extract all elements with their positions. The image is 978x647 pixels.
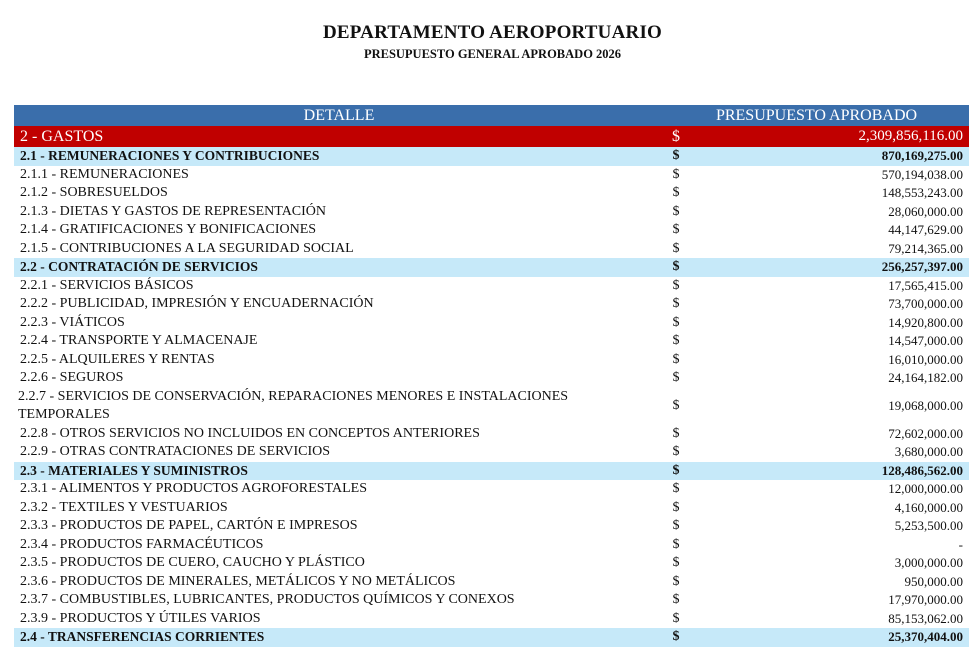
budget-table — [14, 105, 969, 647]
row-amount: 950,000.00 — [904, 573, 963, 589]
row-label: 2.3.6 - PRODUCTOS DE MINERALES, METÁLICOS Y NO METÁLICOS — [20, 573, 456, 589]
currency-symbol: $ — [672, 259, 680, 274]
table-row — [14, 240, 969, 259]
row-amount: 25,370,404.00 — [888, 629, 963, 644]
row-label: 2.3.4 - PRODUCTOS FARMACÉUTICOS — [20, 536, 264, 552]
row-amount: 73,700,000.00 — [888, 296, 963, 311]
row-label: 2.1 - REMUNERACIONES Y CONTRIBUCIONES — [20, 148, 320, 163]
table-row — [14, 536, 969, 555]
table-body — [14, 147, 969, 647]
row-label: 2.3.9 - PRODUCTOS Y ÚTILES VARIOS — [20, 610, 261, 626]
table-row — [14, 499, 969, 518]
total-row — [14, 126, 969, 147]
table-row — [14, 203, 969, 222]
table-row — [14, 184, 969, 203]
row-amount: 5,253,500.00 — [894, 518, 963, 533]
row-amount: 256,257,397.00 — [881, 259, 963, 274]
total-label: 2 - GASTOS — [20, 128, 104, 145]
row-amount: 17,565,415.00 — [888, 277, 963, 293]
row-amount: - — [958, 536, 963, 552]
row-label: 2.3.1 - ALIMENTOS Y PRODUCTOS AGROFORESTALES — [20, 481, 367, 496]
table-header — [14, 105, 969, 126]
table-row — [14, 388, 969, 425]
table-row — [14, 369, 969, 388]
row-label: 2.2.5 - ALQUILERES Y RENTAS — [20, 351, 215, 367]
currency-symbol: $ — [672, 351, 680, 367]
row-amount: 28,060,000.00 — [888, 203, 963, 219]
currency-symbol: $ — [672, 610, 680, 626]
table-group-row — [14, 258, 969, 277]
row-label: 2.2.8 - OTROS SERVICIOS NO INCLUIDOS EN CONCEPTOS ANTERIORES — [20, 425, 480, 441]
table-row — [14, 573, 969, 592]
table-row — [14, 314, 969, 333]
currency-symbol: $ — [672, 166, 680, 182]
table-group-row — [14, 462, 969, 481]
row-label: 2.3.2 - TEXTILES Y VESTUARIOS — [20, 499, 228, 515]
table-row — [14, 425, 969, 444]
currency-symbol: $ — [672, 499, 680, 515]
row-amount: 16,010,000.00 — [888, 351, 963, 367]
row-amount: 570,194,038.00 — [881, 166, 963, 182]
currency-symbol: $ — [672, 314, 680, 330]
table-row — [14, 610, 969, 629]
table-row — [14, 221, 969, 240]
row-amount: 3,680,000.00 — [894, 444, 963, 459]
row-label: 2.2.6 - SEGUROS — [20, 370, 124, 385]
table-row — [14, 295, 969, 314]
currency-symbol: $ — [672, 444, 680, 459]
currency-symbol: $ — [672, 536, 680, 552]
row-label: 2.2.9 - OTRAS CONTRATACIONES DE SERVICIOS — [20, 444, 331, 459]
row-label: 2.3.7 - COMBUSTIBLES, LUBRICANTES, PRODUCTOS QUÍMICOS Y CONEXOS — [20, 592, 515, 607]
currency-symbol: $ — [672, 573, 680, 589]
currency-symbol: $ — [672, 222, 680, 237]
currency-symbol: $ — [672, 518, 680, 533]
table-row — [14, 166, 969, 185]
table-row — [14, 591, 969, 610]
row-label: 2.1.2 - SOBRESUELDOS — [20, 185, 168, 200]
row-amount: 85,153,062.00 — [888, 610, 963, 626]
row-label: 2.2.1 - SERVICIOS BÁSICOS — [20, 277, 194, 293]
total-amount: 2,309,856,116.00 — [858, 128, 963, 144]
table-row — [14, 480, 969, 499]
currency-symbol: $ — [672, 240, 680, 256]
row-label: 2.1.1 - REMUNERACIONES — [20, 166, 189, 182]
row-label: 2.1.3 - DIETAS Y GASTOS DE REPRESENTACIÓN — [20, 203, 327, 219]
page-title: DEPARTAMENTO AEROPORTUARIO — [322, 22, 663, 43]
currency-symbol: $ — [672, 425, 680, 441]
column-header-amount: PRESUPUESTO APROBADO — [715, 107, 918, 124]
row-label: 2.3.3 - PRODUCTOS DE PAPEL, CARTÓN E IMPRESOS — [20, 518, 358, 533]
row-amount: 128,486,562.00 — [881, 462, 963, 478]
row-amount: 12,000,000.00 — [888, 481, 963, 496]
row-label: 2.1.4 - GRATIFICACIONES Y BONIFICACIONES — [20, 222, 317, 237]
table-row — [14, 443, 969, 462]
column-header-detail: DETALLE — [303, 107, 375, 124]
row-amount: 72,602,000.00 — [888, 425, 963, 441]
currency-symbol: $ — [672, 185, 680, 200]
currency-symbol: $ — [672, 370, 680, 385]
currency-symbol: $ — [672, 592, 680, 607]
currency-symbol: $ — [672, 555, 680, 570]
row-amount: 17,970,000.00 — [888, 592, 963, 607]
row-amount: 148,553,243.00 — [881, 185, 963, 200]
row-label: 2.2 - CONTRATACIÓN DE SERVICIOS — [20, 259, 258, 274]
row-label: 2.2.7 - SERVICIOS DE CONSERVACIÓN, REPARACIONES MENORES E INSTALACIONES TEMPORALES — [18, 388, 569, 422]
currency-symbol: $ — [672, 462, 680, 478]
row-label: 2.3.5 - PRODUCTOS DE CUERO, CAUCHO Y PLÁSTICO — [20, 555, 365, 570]
row-label: 2.3 - MATERIALES Y SUMINISTROS — [20, 462, 248, 478]
currency-symbol: $ — [672, 148, 680, 163]
table-row — [14, 277, 969, 296]
currency-symbol: $ — [672, 397, 680, 413]
currency-symbol: $ — [672, 128, 680, 145]
row-label: 2.4 - TRANSFERENCIAS CORRIENTES — [20, 629, 265, 644]
row-amount: 870,169,275.00 — [881, 148, 963, 163]
currency-symbol: $ — [672, 629, 680, 644]
currency-symbol: $ — [672, 481, 680, 496]
table-row — [14, 332, 969, 351]
currency-symbol: $ — [672, 277, 680, 293]
row-label: 2.2.4 - TRANSPORTE Y ALMACENAJE — [20, 333, 258, 348]
row-amount: 44,147,629.00 — [888, 222, 963, 237]
currency-symbol: $ — [672, 203, 680, 219]
row-amount: 14,920,800.00 — [888, 314, 963, 330]
row-amount: 3,000,000.00 — [894, 555, 963, 570]
table-group-row — [14, 147, 969, 166]
currency-symbol: $ — [672, 296, 680, 311]
table-row — [14, 517, 969, 536]
table-row — [14, 351, 969, 370]
row-amount: 79,214,365.00 — [888, 240, 963, 256]
row-amount: 14,547,000.00 — [888, 333, 963, 348]
page-subtitle: PRESUPUESTO GENERAL APROBADO 2026 — [363, 47, 622, 61]
row-label: 2.1.5 - CONTRIBUCIONES A LA SEGURIDAD SOCIAL — [20, 240, 354, 256]
row-amount: 19,068,000.00 — [888, 397, 963, 413]
currency-symbol: $ — [672, 333, 680, 348]
table-row — [14, 554, 969, 573]
row-amount: 4,160,000.00 — [894, 499, 963, 515]
row-label: 2.2.3 - VIÁTICOS — [20, 314, 125, 330]
row-label: 2.2.2 - PUBLICIDAD, IMPRESIÓN Y ENCUADERNACIÓN — [20, 296, 374, 311]
row-amount: 24,164,182.00 — [888, 370, 963, 385]
